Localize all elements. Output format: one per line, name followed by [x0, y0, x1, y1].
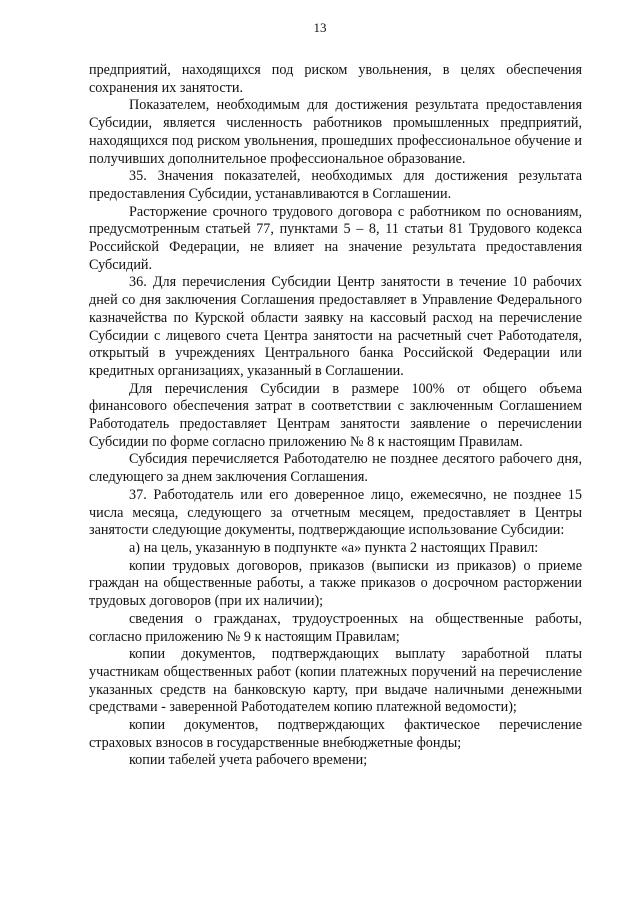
list-item-contracts: копии трудовых договоров, приказов (выписки из приказов) о приеме граждан на общественные работы, а также приказов о досрочном расторжении трудовых договоров (при их наличии); [89, 557, 582, 610]
list-item-insurance-docs: копии документов, подтверждающих фактическое перечисление страховых взносов в государственные внебюджетные фонды; [89, 717, 582, 751]
paragraph-35: 35. Значения показателей, необходимых для достижения результата предоставления Субсидии, устанавливаются в Соглашении. [89, 168, 582, 202]
list-item-citizens-info: сведения о гражданах, трудоустроенных на общественные работы, согласно приложению № 9 к настоящим Правилам; [89, 610, 582, 645]
paragraph-transfer-100: Для перечисления Субсидии в размере 100% от общего объема финансового обеспечения затрат в соответствии с заключенным Соглашением Работодатель предоставляет Центрам занятости заявление о перечислении Субсидии по форме согласно приложению № 8 к настоящим Правилам. [89, 380, 582, 450]
paragraph-transfer-deadline: Субсидия перечисляется Работодателю не позднее десятого рабочего дня, следующего за днем заключения Соглашения. [89, 451, 582, 486]
paragraph-continuation: предприятий, находящихся под риском увольнения, в целях обеспечения сохранения их занятости. [89, 62, 582, 96]
list-item-salary-docs: копии документов, подтверждающих выплату заработной платы участникам общественных работ (копии платежных поручений на перечисление указанных средств на банковскую карту, при выдаче наличными денежными средствами - заверенной Работодателем копию платежной ведомости); [89, 646, 582, 716]
list-item-a: а) на цель, указанную в подпункте «а» пункта 2 настоящих Правил: [129, 539, 539, 556]
list-item-timesheets: копии табелей учета рабочего времени; [129, 752, 368, 769]
paragraph-contract-termination: Расторжение срочного трудового договора с работником по основаниям, предусмотренным статьей 77, пунктами 5 – 8, 11 статьи 81 Трудового кодекса Российской Федерации, не влияет на значение результата предоставления Субсидий. [89, 203, 582, 273]
document-body [89, 62, 582, 770]
page-number: 13 [313, 20, 327, 35]
paragraph-indicator: Показателем, необходимым для достижения результата предоставления Субсидии, является численность работников промышленных предприятий, находящихся под риском увольнения, прошедших профессиональное обучение и получивших дополнительное профессиональное образование. [89, 97, 582, 167]
paragraph-36: 36. Для перечисления Субсидии Центр занятости в течение 10 рабочих дней со дня заключения Соглашения предоставляет в Управление Федерального казначейства по Курской области заявку на кассовый расход на перечисление Субсидии с лицевого счета Центра занятости на расчетный счет Работодателя, открытый в учреждениях Центрального банка Российской Федерации или кредитных организациях, указанный в Соглашении. [89, 274, 582, 379]
paragraph-37: 37. Работодатель или его доверенное лицо, ежемесячно, не позднее 15 числа месяца, следующего за отчетным месяцем, предоставляет в Центры занятости следующие документы, подтверждающие использование Субсидии: [89, 486, 582, 539]
